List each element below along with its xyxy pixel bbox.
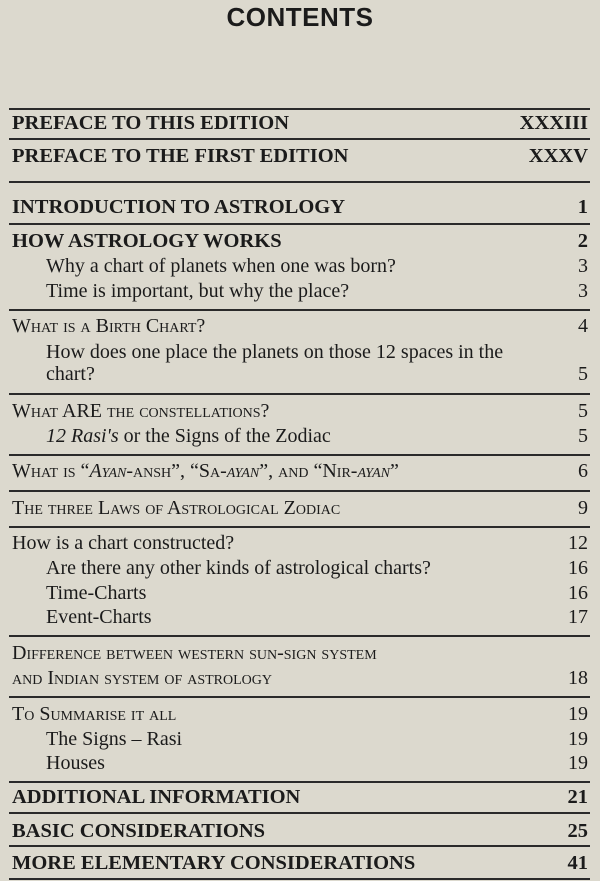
toc-entry[interactable]: [12, 145, 588, 167]
entry-title: To Summarise it all: [12, 703, 177, 725]
entry-title: Time-Charts: [46, 582, 147, 604]
title-emphasis: ayan: [357, 460, 390, 482]
toc-entry[interactable]: [12, 532, 588, 554]
title-part: -ansh”, “Sa-: [126, 460, 227, 482]
entry-title: PREFACE TO THIS EDITION: [12, 112, 290, 134]
entry-title: BASIC CONSIDERATIONS: [12, 820, 266, 842]
divider: [9, 138, 590, 140]
toc-entry[interactable]: [12, 230, 588, 252]
entry-page: XXXV: [528, 145, 588, 167]
divider: [9, 454, 590, 456]
divider: [9, 393, 590, 395]
toc-entry[interactable]: [12, 642, 588, 664]
divider: [9, 635, 590, 637]
entry-title: The Signs – Rasi: [46, 728, 183, 750]
entry-page: 16: [568, 557, 588, 579]
entry-title: HOW ASTROLOGY WORKS: [12, 230, 282, 252]
entry-page: 16: [568, 582, 588, 604]
title-emphasis: ayan: [226, 460, 260, 482]
entry-title: ADDITIONAL INFORMATION: [12, 786, 301, 808]
entry-title: Time is important, but why the place?: [46, 280, 350, 302]
toc-subentry[interactable]: [46, 425, 588, 447]
entry-page: 5: [578, 400, 588, 422]
title-part: ”, and “Nir-: [259, 460, 358, 482]
toc-entry[interactable]: [12, 400, 588, 422]
entry-page: 5: [578, 425, 588, 447]
toc-entry[interactable]: [12, 196, 588, 218]
entry-page: 19: [568, 703, 588, 725]
entry-title: Why a chart of planets when one was born?: [46, 255, 396, 277]
entry-title: What ARE the constellations?: [12, 400, 270, 422]
divider: [9, 781, 590, 783]
toc-entry-continued[interactable]: [12, 667, 588, 689]
entry-title: Difference between western sun-sign system: [12, 642, 377, 664]
title-part: ”: [389, 460, 399, 482]
toc-entry[interactable]: [12, 820, 588, 842]
toc-subentry[interactable]: [46, 255, 588, 277]
entry-page: 25: [567, 820, 588, 842]
title-emphasis: Ayan: [89, 460, 127, 482]
entry-title: What is a Birth Chart?: [12, 315, 206, 337]
toc-entry[interactable]: [12, 786, 588, 808]
entry-title: and Indian system of astrology: [12, 667, 273, 689]
entry-title: [46, 425, 558, 447]
entry-page: 9: [578, 497, 588, 519]
entry-page: 3: [578, 280, 588, 302]
toc-entry[interactable]: [12, 112, 588, 134]
entry-page: 19: [568, 728, 588, 750]
toc-entry[interactable]: [12, 852, 588, 874]
toc-entry[interactable]: [12, 497, 588, 519]
title-part: What is “: [12, 460, 90, 482]
divider: [9, 108, 590, 110]
toc-entry[interactable]: [12, 315, 588, 337]
entry-title: PREFACE TO THE FIRST EDITION: [12, 145, 349, 167]
entry-title: INTRODUCTION TO ASTROLOGY: [12, 196, 346, 218]
toc-entry[interactable]: [12, 703, 588, 725]
divider: [9, 812, 590, 814]
entry-page: 19: [568, 752, 588, 774]
entry-title: How is a chart constructed?: [12, 532, 235, 554]
entry-title-emphasis: 12 Rasi's: [46, 425, 119, 447]
entry-page: 3: [578, 255, 588, 277]
divider: [9, 490, 590, 492]
divider: [9, 309, 590, 311]
entry-title-rest: or the Signs of the Zodiac: [118, 425, 331, 447]
toc-subentry[interactable]: [46, 582, 588, 604]
entry-title: [12, 460, 558, 482]
entry-page: 18: [568, 667, 588, 689]
entry-page: 1: [577, 196, 588, 218]
divider: [9, 696, 590, 698]
entry-title: The three Laws of Astrological Zodiac: [12, 497, 341, 519]
toc-subentry[interactable]: [46, 280, 588, 302]
entry-page: 6: [578, 460, 588, 482]
divider: [9, 878, 590, 880]
toc-subentry[interactable]: [46, 606, 588, 628]
page-title: CONTENTS: [226, 2, 374, 32]
divider: [9, 845, 590, 847]
toc-subentry[interactable]: [46, 728, 588, 750]
divider: [9, 223, 590, 225]
entry-page: 21: [567, 786, 588, 808]
entry-title: How does one place the planets on those 12 spaces in the chart?: [46, 341, 504, 385]
entry-title: Event-Charts: [46, 606, 152, 628]
toc-subentry[interactable]: [46, 752, 588, 774]
entry-title: Houses: [46, 752, 105, 774]
toc-subentry[interactable]: [46, 341, 588, 385]
entry-page: 2: [577, 230, 588, 252]
entry-page: 12: [568, 532, 588, 554]
entry-page: 41: [567, 852, 588, 874]
entry-page: 4: [578, 315, 588, 337]
entry-page: XXXIII: [519, 112, 588, 134]
divider: [9, 181, 590, 183]
entry-page: 17: [568, 606, 588, 628]
toc-entry[interactable]: [12, 460, 588, 482]
entry-title: MORE ELEMENTARY CONSIDERATIONS: [12, 852, 416, 874]
toc-subentry[interactable]: [46, 557, 588, 579]
entry-title: Are there any other kinds of astrological charts?: [46, 557, 431, 579]
divider: [9, 526, 590, 528]
entry-page: 5: [578, 363, 588, 385]
